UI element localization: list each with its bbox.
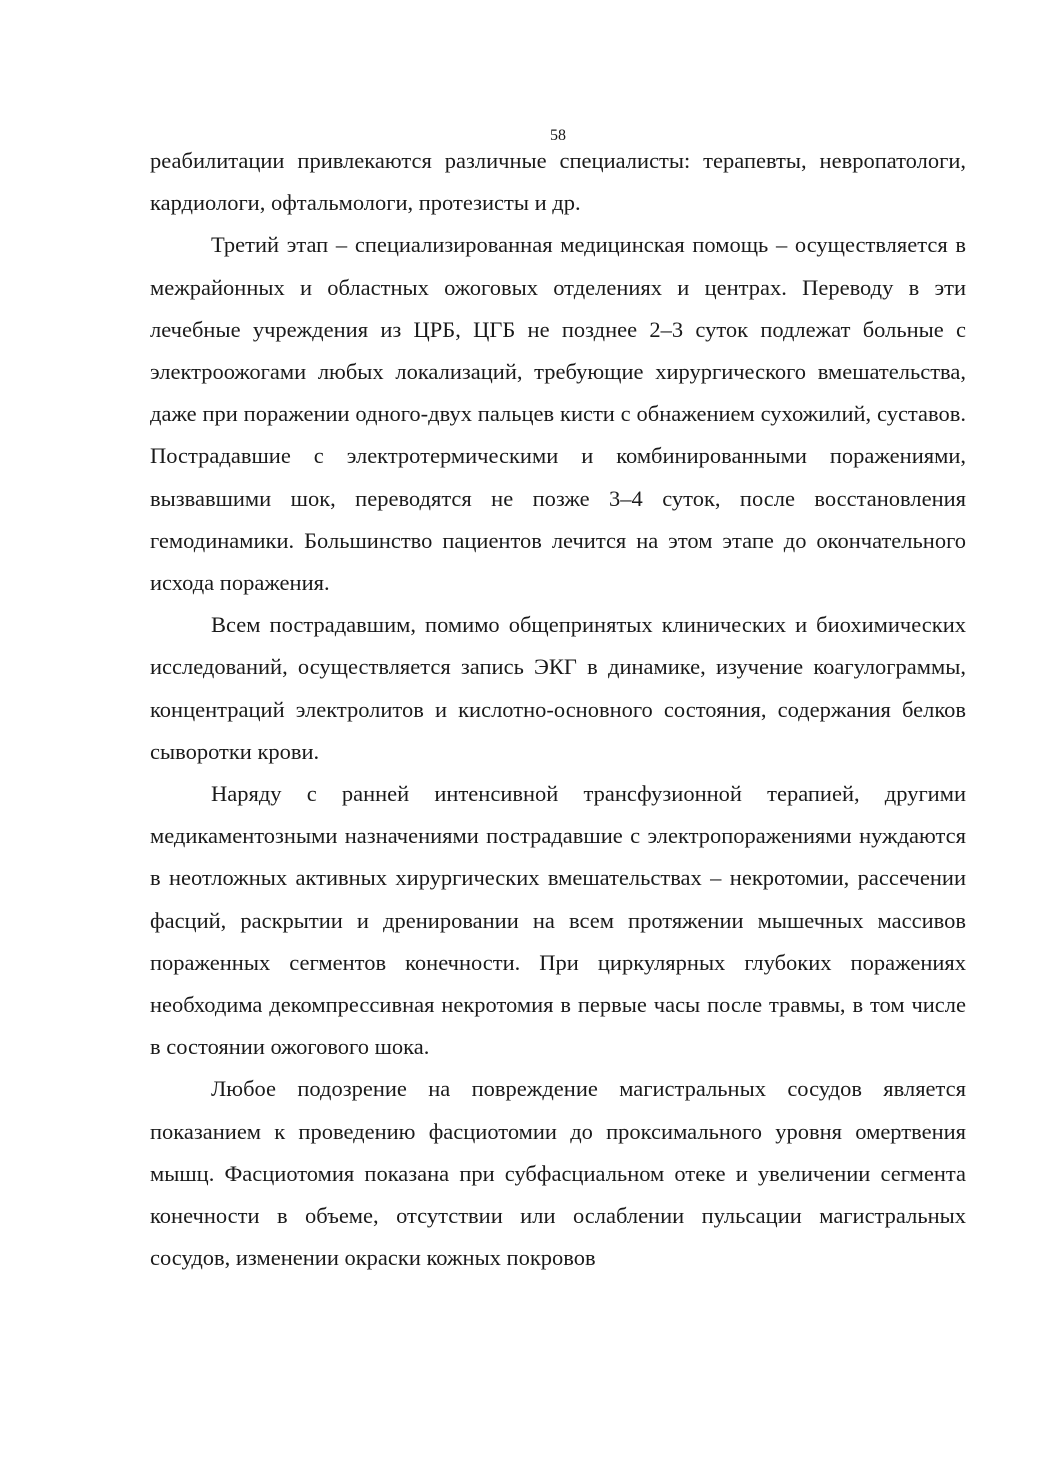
paragraph-third-stage: Третий этап – специализированная медицинская помощь – осуществляется в межрайонных и областных ожоговых отделениях и центрах. Переводу в эти лечебные учреждения из ЦРБ, ЦГБ не позднее 2–3 суток подлежат больные с электроожогами любых локализаций, требующие хирургического вмешательства, даже при поражении одного-двух пальцев кисти с обнажением сухожилий, суставов. Пострадавшие с электротермическими и комбинированными поражениями, вызвавшими шок, переводятся не позже 3–4 суток, после восстановления гемодинамики. Большинство пациентов лечится на этом этапе до окончательного исхода поражения. (150, 232, 966, 596)
page-body (150, 140, 966, 1279)
paragraph-examinations: Всем пострадавшим, помимо общепринятых клинических и биохимических исследований, осуществляется запись ЭКГ в динамике, изучение коагулограммы, концентраций электролитов и кислотно-основного состояния, содержания белков сыворотки крови. (150, 612, 966, 764)
page-number: 58 (550, 127, 566, 144)
paragraph-continuation: реабилитации привлекаются различные специалисты: терапевты, невропатологи, кардиологи, офтальмологи, протезисты и др. (150, 148, 966, 216)
paragraph-surgical-interventions: Наряду с ранней интенсивной трансфузионной терапией, другими медикаментозными назначениями пострадавшие с электропоражениями нуждаются в неотложных активных хирургических вмешательствах – некротомии, рассечении фасций, раскрытии и дренировании на всем протяжении мышечных массивов пораженных сегментов конечности. При циркулярных глубоких поражениях необходима декомпрессивная некротомия в первые часы после травмы, в том числе в состоянии ожогового шока. (150, 781, 966, 1060)
paragraph-fasciotomy: Любое подозрение на повреждение магистральных сосудов является показанием к проведению фасциотомии до проксимального уровня омертвения мышц. Фасциотомия показана при субфасциальном отеке и увеличении сегмента конечности в объеме, отсутствии или ослаблении пульсации магистральных сосудов, изменении окраски кожных покровов (150, 1076, 966, 1271)
